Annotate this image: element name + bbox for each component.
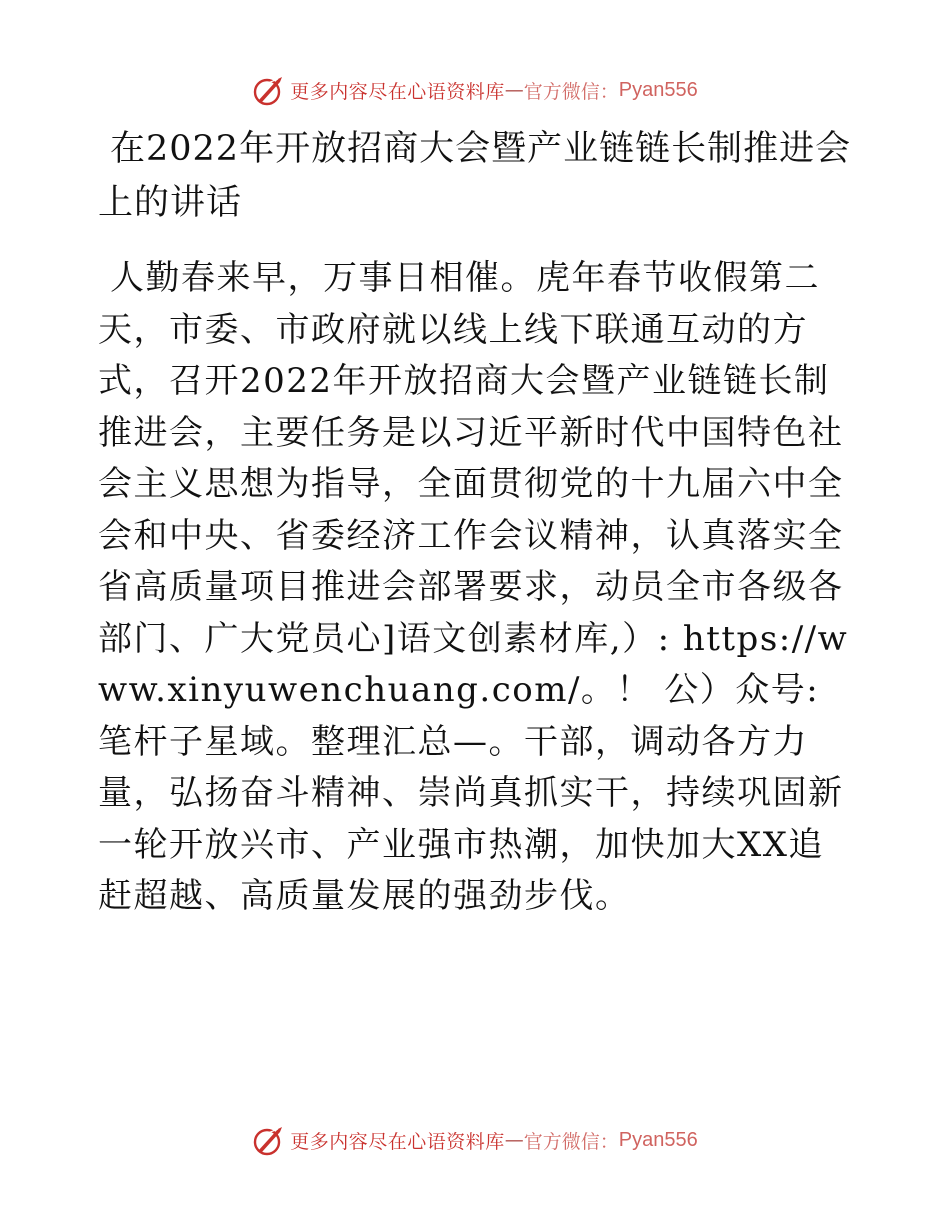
banner-separator: — <box>504 79 524 101</box>
banner-wechat-label: 官方微信： <box>523 1130 619 1153</box>
footer-banner <box>0 1120 950 1160</box>
banner-wechat-id: Pyan556 <box>618 78 698 101</box>
document-title: 在2022年开放招商大会暨产业链链长制推进会上的讲话 <box>98 129 852 223</box>
header-banner <box>0 70 950 110</box>
quill-logo-icon <box>252 1123 286 1157</box>
banner-main-text: 更多内容尽在心语资料库 <box>290 80 505 103</box>
document-body: 人勤春来早，万事日相催。虎年春节收假第二天，市委、市政府就以线上线下联通互动的方式，召开2022年开放招商大会暨产业链链长制推进会，主要任务是以习近平新时代中国特色社会主义思想为指导，全面贯彻党的十九届六中全会和中央、省委经济工作会议精神，认真落实全省高质量项目推进会部署要求，动员全市各级各部门、广大党员心]语文创素材库,）: https://www.xinyuwenchuang.com/。！ 公）众号: 笔杆子星域。整理汇总—。干部，调动各方力量，弘扬奋斗精神、崇尚真抓实干，持续巩固新一轮开放兴市、产业强市热潮，加快加大XX追赶超越、高质量发展的强劲步伐。 <box>98 258 849 916</box>
banner-main-text: 更多内容尽在心语资料库 <box>290 1130 505 1153</box>
quill-logo-icon <box>252 73 286 107</box>
banner-separator: — <box>504 1129 524 1151</box>
banner-wechat-id: Pyan556 <box>618 1128 698 1151</box>
banner-wechat-label: 官方微信： <box>523 80 619 103</box>
